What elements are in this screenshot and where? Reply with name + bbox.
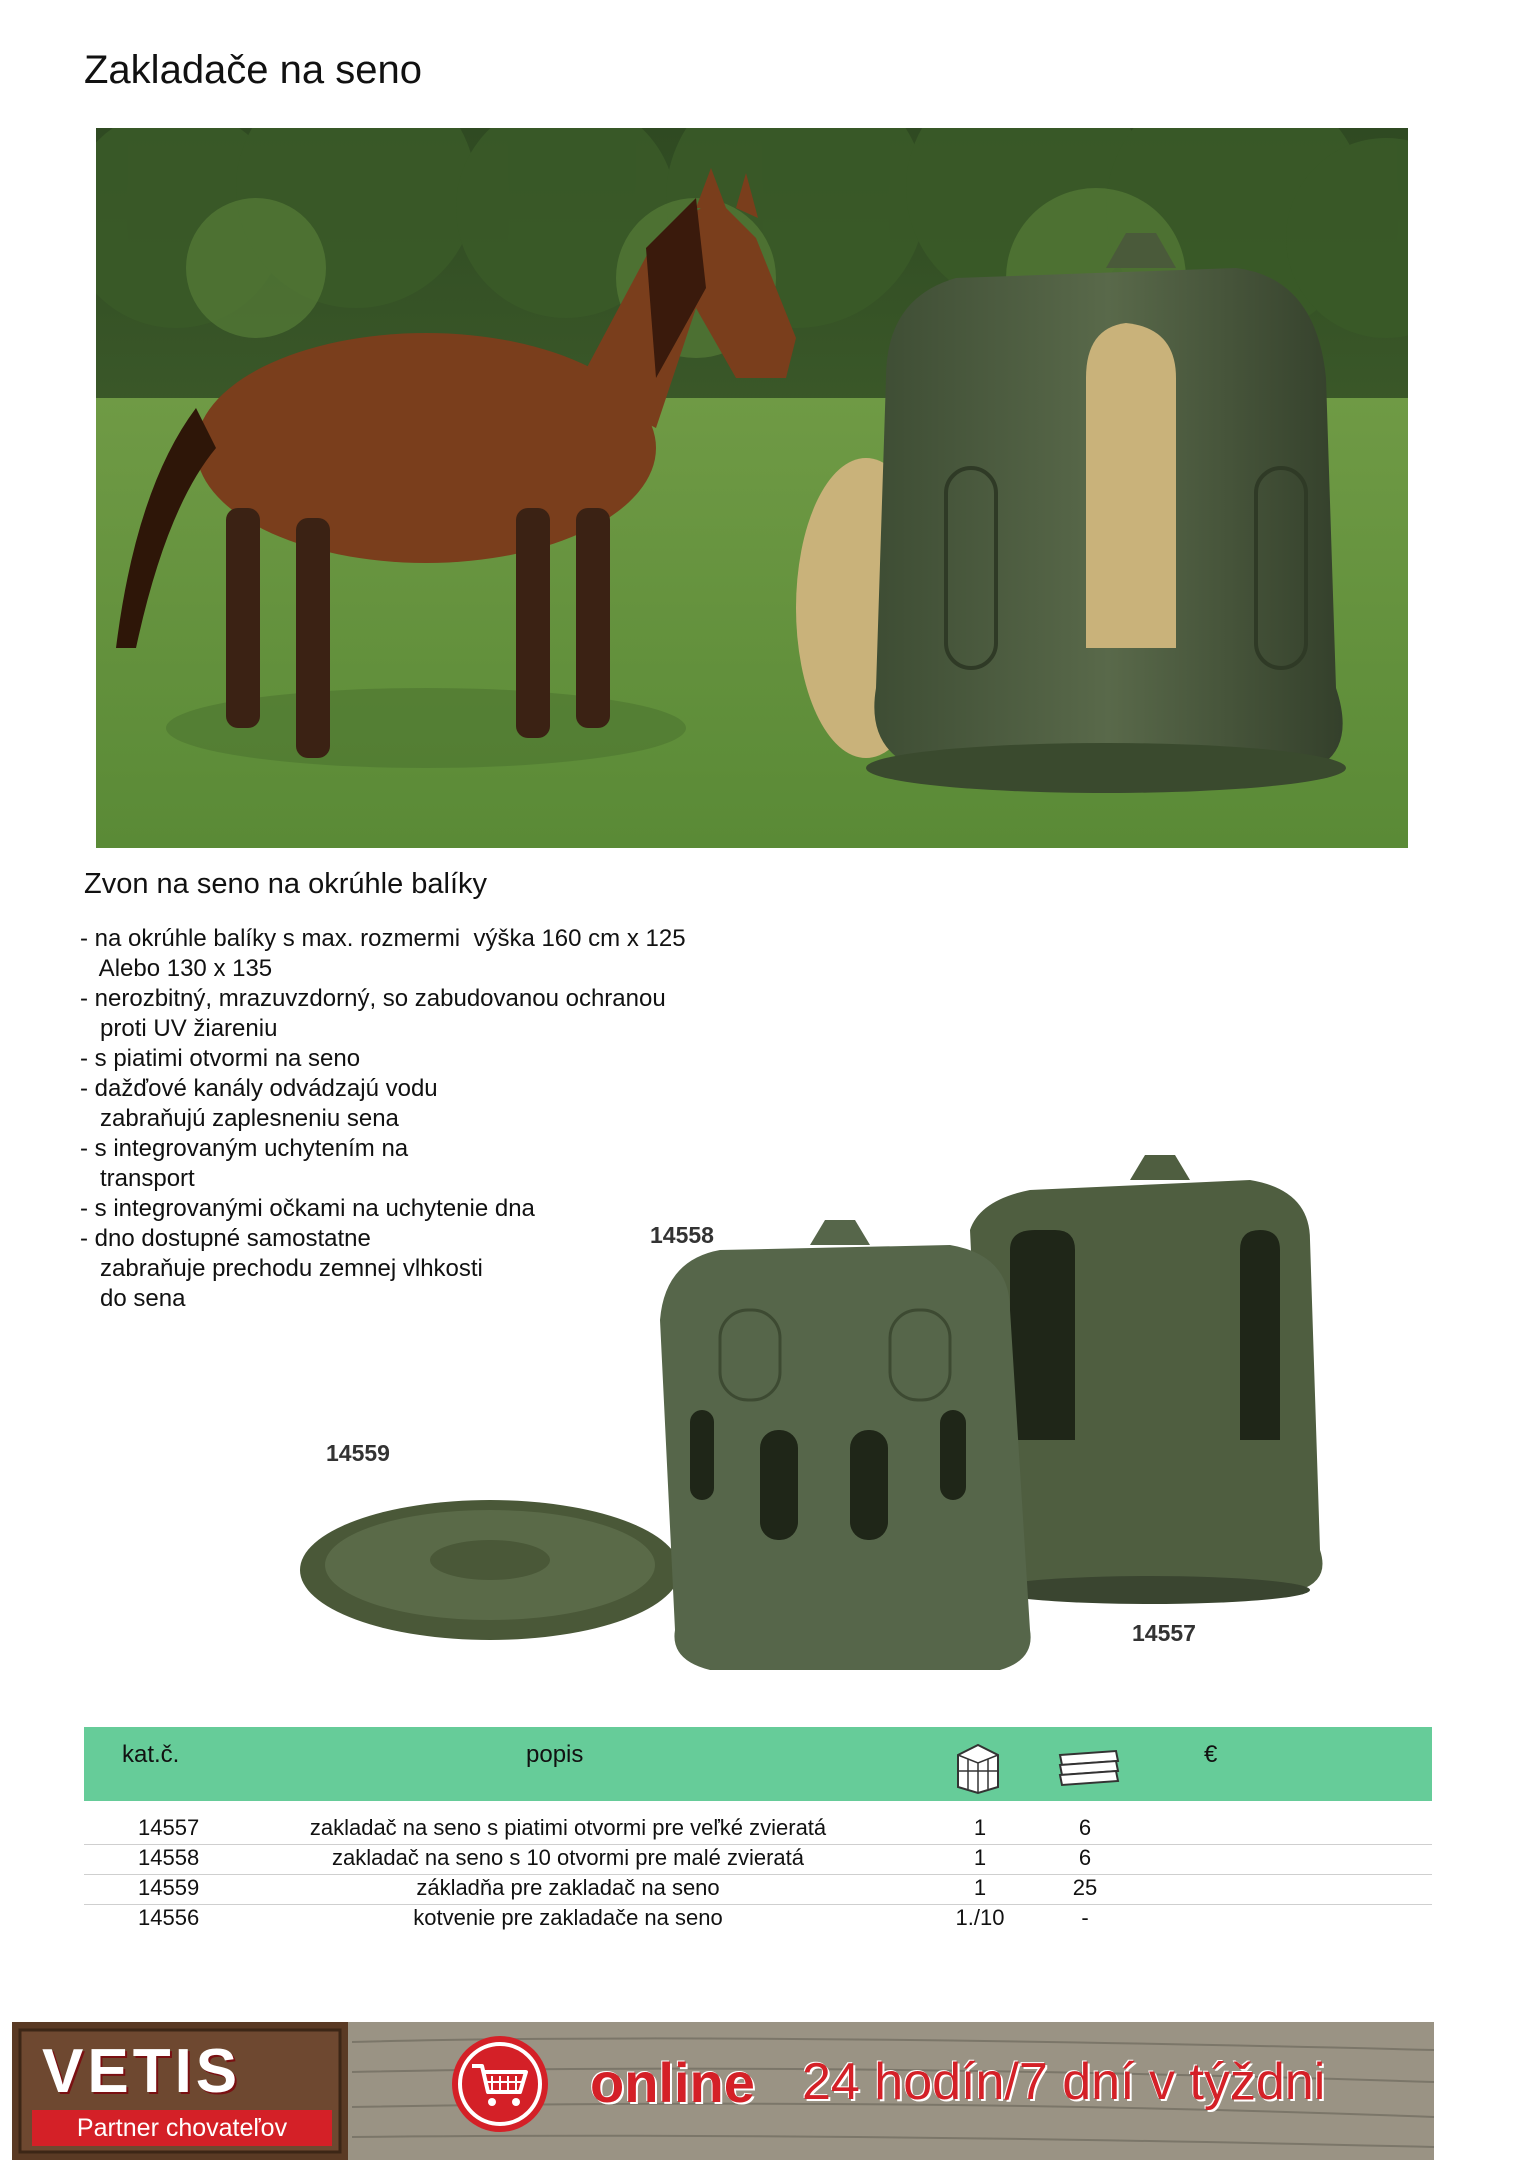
online-word: online <box>590 2051 755 2114</box>
cell-pallet: - <box>1081 1905 1089 1930</box>
feature-item: - s piatimi otvormi na seno <box>80 1045 361 1072</box>
feature-item: - na okrúhle balíky s max. rozmermi výška 160 cm x 125 <box>80 925 686 952</box>
horse-feeder-illustration <box>96 128 1408 848</box>
cell-pallet: 6 <box>1078 1815 1092 1840</box>
feeder-products-illustration <box>290 1110 1390 1690</box>
header-desc: popis <box>526 1741 584 1768</box>
header-cat: kat.č. <box>122 1741 180 1768</box>
section-subtitle: Zvon na seno na okrúhle balíky <box>84 868 488 900</box>
cell-carton: 1 <box>973 1845 987 1870</box>
feature-item: - s integrovaným uchytením na <box>80 1135 409 1162</box>
feature-item: proti UV žiareniu <box>80 1015 278 1042</box>
cell-pallet: 25 <box>1072 1875 1098 1900</box>
online-hours: 24 hodín/7 dní v týždni <box>802 2053 1326 2111</box>
cell-pallet: 6 <box>1078 1845 1092 1870</box>
brand-tagline: Partner chovateľov <box>32 2110 332 2146</box>
label-14557: 14557 <box>1132 1620 1196 1646</box>
cell-cat: 14559 <box>138 1875 200 1900</box>
cell-desc: kotvenie pre zakladače na seno <box>413 1905 723 1930</box>
table-row <box>84 1843 1432 1873</box>
cell-carton: 1 <box>973 1815 987 1840</box>
cell-cat: 14557 <box>138 1815 200 1840</box>
feature-item: do sena <box>80 1285 186 1312</box>
feature-item: - dno dostupné samostatne <box>80 1225 371 1252</box>
cell-carton: 1./10 <box>955 1905 1005 1930</box>
label-14558: 14558 <box>650 1222 714 1248</box>
cell-carton: 1 <box>973 1875 987 1900</box>
feature-item: - nerozbitný, mrazuvzdorný, so zabudovanou ochranou <box>80 985 666 1012</box>
cell-desc: základňa pre zakladač na seno <box>416 1875 720 1900</box>
table-row <box>84 1813 1432 1843</box>
cell-cat: 14558 <box>138 1845 200 1870</box>
brand-logo: VETIS <box>42 2037 242 2106</box>
carton-box-icon <box>952 1739 1004 1800</box>
table-row <box>84 1903 1432 1933</box>
feature-item: zabraňuje prechodu zemnej vlhkosti <box>80 1255 483 1282</box>
label-14559: 14559 <box>326 1440 390 1466</box>
footer-banner <box>12 2022 1434 2160</box>
cell-desc: zakladač na seno s piatimi otvormi pre veľké zvieratá <box>309 1815 827 1840</box>
feature-item: - s integrovanými očkami na uchytenie dna <box>80 1195 535 1222</box>
hero-photo <box>96 128 1408 848</box>
products-photo <box>290 1110 1390 1690</box>
feature-item: - dažďové kanály odvádzajú vodu <box>80 1075 438 1102</box>
header-currency: € <box>1204 1741 1218 1768</box>
page-title: Zakladače na seno <box>84 48 423 92</box>
cell-cat: 14556 <box>138 1905 200 1930</box>
table-header <box>84 1727 1432 1801</box>
feature-item: zabraňujú zaplesneniu sena <box>80 1105 399 1132</box>
cell-desc: zakladač na seno s 10 otvormi pre malé zvieratá <box>331 1845 804 1870</box>
shopping-cart-icon <box>470 2062 530 2113</box>
pallet-icon <box>1056 1745 1122 1794</box>
table-row <box>84 1873 1432 1903</box>
feature-item: Alebo 130 x 135 <box>80 955 273 982</box>
feature-item: transport <box>80 1165 195 1192</box>
